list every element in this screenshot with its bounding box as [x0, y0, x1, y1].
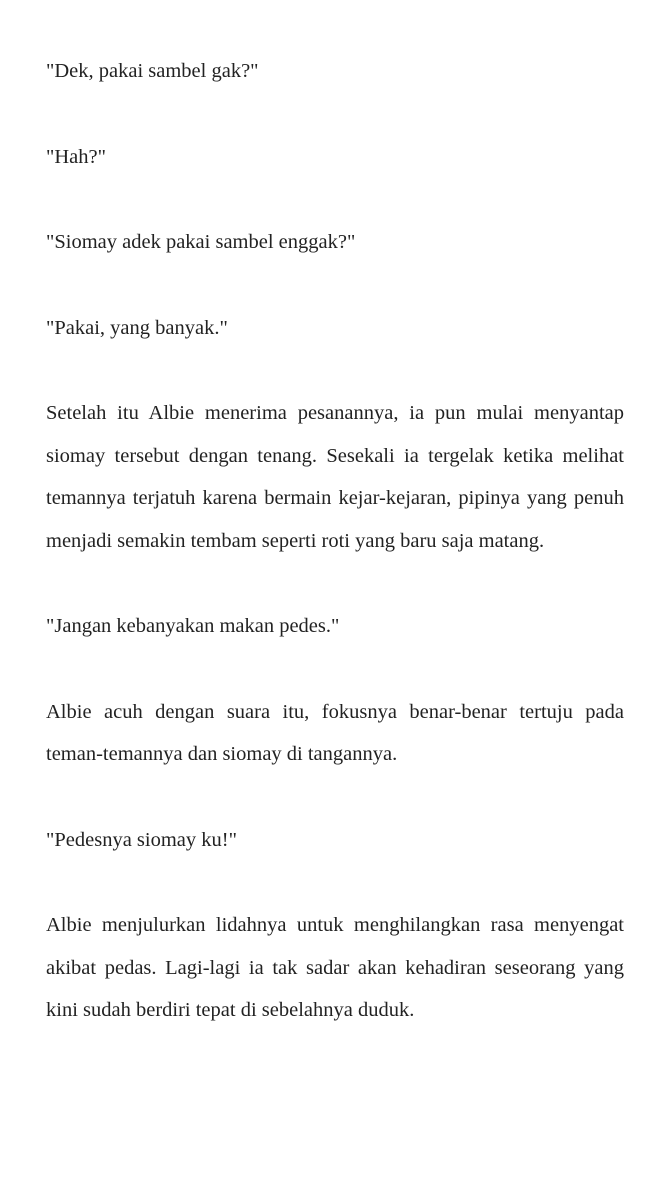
- narration-paragraph: Setelah itu Albie menerima pesanannya, ia pun mulai menyantap siomay tersebut dengan tenang. Sesekali ia tergelak ketika melihat temannya terjatuh karena bermain kejar-kejaran, pipinya yang penuh menjadi semakin tembam seperti roti yang baru saja matang.: [46, 402, 624, 552]
- dialogue-line: "Pakai, yang banyak.": [46, 316, 228, 339]
- dialogue-line: "Hah?": [46, 145, 106, 168]
- story-text: [46, 50, 624, 1075]
- dialogue-line: "Jangan kebanyakan makan pedes.": [46, 615, 340, 637]
- narration-paragraph: Albie menjulurkan lidahnya untuk menghilangkan rasa menyengat akibat pedas. Lagi-lagi ia tak sadar akan kehadiran seseorang yang kini sudah berdiri tepat di sebelahnya duduk.: [46, 914, 624, 1021]
- dialogue-line: "Dek, pakai sambel gak?": [46, 60, 259, 82]
- dialogue-line: "Siomay adek pakai sambel enggak?": [46, 231, 356, 253]
- dialogue-line: "Pedesnya siomay ku!": [46, 828, 237, 851]
- narration-paragraph: Albie acuh dengan suara itu, fokusnya benar-benar tertuju pada teman-temannya dan siomay di tangannya.: [46, 700, 624, 765]
